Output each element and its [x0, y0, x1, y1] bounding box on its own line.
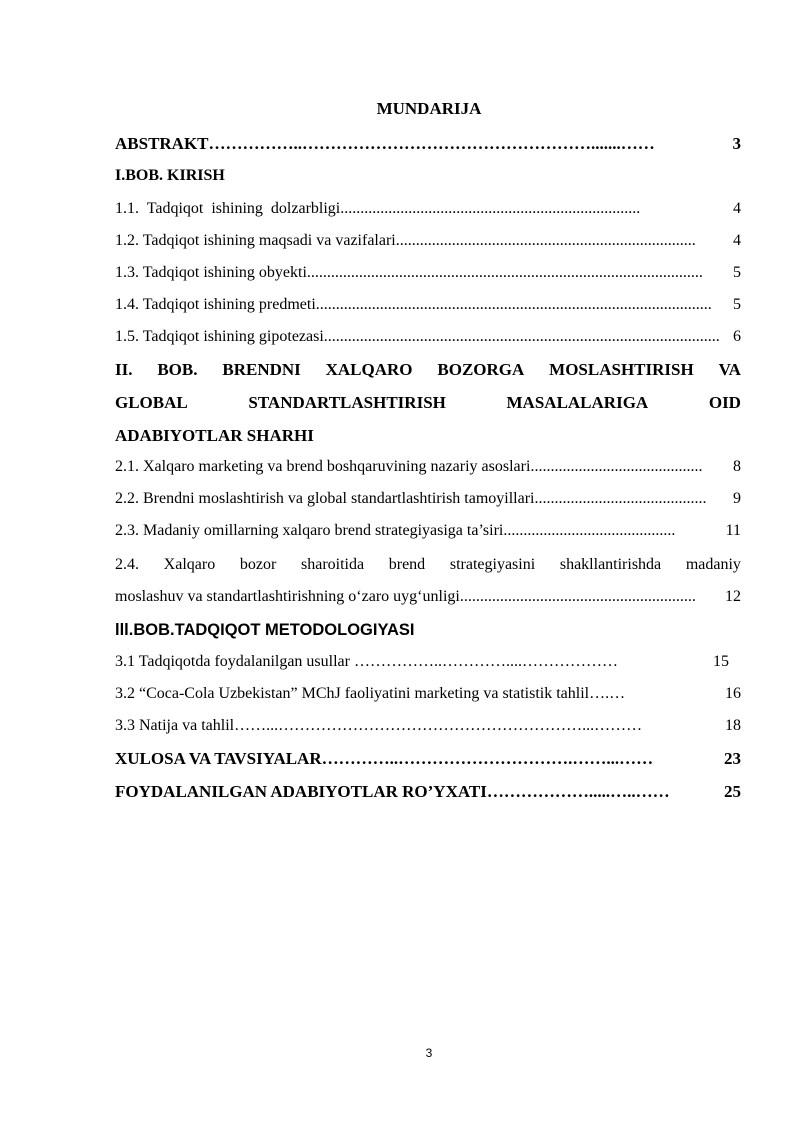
toc-leader: ……………..…………....………………	[353, 653, 618, 670]
toc-leader: ……………..…………………………………………….......……	[208, 134, 655, 153]
toc-entry-2-4-line-1[interactable]	[115, 553, 741, 577]
toc-chapter-2-line-1[interactable]	[115, 358, 741, 382]
chapter-word: BOZORGA	[437, 360, 525, 379]
chapter-word: MASALALARIGA	[506, 393, 649, 412]
toc-leader: ...........................................................	[459, 588, 696, 605]
toc-leader: ...................................................................................................	[306, 264, 703, 281]
chapter-word: STANDARTLASHTIRISH	[248, 393, 446, 412]
toc-page-number: 15	[713, 653, 729, 670]
page-title: MUNDARIJA	[376, 99, 482, 118]
toc-leader: ...........................................................................	[340, 200, 641, 217]
toc-page-number: 4	[733, 232, 741, 249]
toc-page-number: 6	[733, 328, 741, 345]
toc-entry-1-4[interactable]	[115, 293, 741, 317]
toc-chapter-3[interactable]: lll.BOB.TADQIQOT METODOLOGIYASI	[115, 621, 415, 639]
toc-entry-title: FOYDALANILGAN ADABIYOTLAR RO’YXATI	[115, 782, 487, 801]
entry-word: 2.4.	[115, 556, 139, 573]
toc-entry-title: 3.3 Natija va tahlil	[115, 717, 235, 734]
chapter-word: GLOBAL	[115, 393, 188, 412]
chapter-word: OID	[708, 393, 741, 412]
toc-chapter-2-line-3[interactable]: ADABIYOTLAR SHARHI	[115, 426, 314, 445]
chapter-word: VA	[718, 360, 741, 379]
toc-entry-1-2[interactable]	[115, 229, 741, 253]
toc-entry-2-3[interactable]	[115, 519, 741, 543]
chapter-word: BOB.	[157, 360, 198, 379]
entry-word: madaniy	[685, 556, 741, 573]
toc-leader: ...........................................	[503, 522, 676, 539]
toc-entry-2-2[interactable]	[115, 487, 741, 511]
toc-page-number: 8	[733, 458, 741, 475]
toc-leader: ...........................................................................	[395, 232, 696, 249]
toc-leader: ...........................................	[534, 490, 707, 507]
toc-entry-title: 1.5. Tadqiqot ishining gipotezasi	[115, 328, 324, 345]
toc-leader: ……...…………………………………………………...………	[234, 717, 643, 734]
toc-page-number: 12	[725, 588, 741, 605]
toc-leader: …………..………………………….……...……	[321, 749, 654, 768]
toc-entry-title: XULOSA VA TAVSIYALAR	[115, 749, 322, 768]
entry-word: sharoitida	[300, 556, 365, 573]
toc-leader: ...........................................	[530, 458, 703, 475]
toc-page-number: 18	[725, 717, 741, 734]
toc-page-number: 5	[733, 264, 741, 281]
toc-entry-title: 3.2 “Coca-Cola Uzbekistan” MChJ faoliyatini marketing va statistik tahlil	[115, 685, 590, 702]
toc-page-number: 25	[724, 782, 741, 801]
entry-word: strategiyasini	[449, 556, 536, 573]
toc-entry-foydalanilgan[interactable]	[115, 780, 741, 804]
toc-entry-1-5[interactable]	[115, 325, 741, 349]
toc-chapter-1[interactable]: I.BOB. KIRISH	[115, 167, 225, 184]
toc-page-number: 3	[732, 134, 741, 153]
toc-leader: ….…	[589, 685, 626, 702]
toc-entry-abstrakt[interactable]	[115, 132, 741, 156]
toc-entry-3-3[interactable]	[115, 714, 741, 738]
toc-entry-title: 1.2. Tadqiqot ishining maqsadi va vazifalari	[115, 232, 396, 249]
toc-entry-title: 2.3. Madaniy omillarning xalqaro brend strategiyasiga ta’siri	[115, 522, 504, 539]
toc-entry-title: 1.4. Tadqiqot ishining predmeti	[115, 296, 316, 313]
toc-leader: ……………….....…..……	[486, 782, 670, 801]
toc-entry-title: moslashuv va standartlashtirishning o‘zaro uyg‘unligi	[115, 588, 460, 605]
toc-entry-title: 1.3. Tadqiqot ishining obyekti	[115, 264, 307, 281]
toc-page-number: 23	[724, 749, 741, 768]
chapter-word: BRENDNI	[222, 360, 301, 379]
page-number: 3	[425, 1046, 433, 1060]
toc-entry-3-2[interactable]	[115, 682, 741, 706]
toc-entry-title: 2.1. Xalqaro marketing va brend boshqaruvining nazariy asoslari	[115, 458, 531, 475]
toc-leader: ...................................................................................................	[315, 296, 712, 313]
toc-entry-title: ABSTRAKT	[115, 134, 209, 153]
toc-entry-title: 1.1. Tadqiqot ishining dolzarbligi	[115, 200, 341, 217]
entry-word: bozor	[239, 556, 277, 573]
toc-entry-xulosa[interactable]	[115, 747, 741, 771]
chapter-word: II.	[115, 360, 133, 379]
entry-word: shakllantirishda	[559, 556, 662, 573]
chapter-word: MOSLASHTIRISH	[549, 360, 694, 379]
toc-entry-title: 2.2. Brendni moslashtirish va global standartlashtirish tamoyillari	[115, 490, 535, 507]
toc-entry-1-3[interactable]	[115, 261, 741, 285]
chapter-word: XALQARO	[325, 360, 413, 379]
entry-word: Xalqaro	[163, 556, 216, 573]
entry-word: brend	[388, 556, 426, 573]
toc-entry-title: 3.1 Tadqiqotda foydalanilgan usullar	[115, 653, 354, 670]
toc-entry-3-1[interactable]	[115, 650, 741, 674]
toc-chapter-2-line-2[interactable]	[115, 391, 741, 415]
toc-page-number: 9	[733, 490, 741, 507]
toc-entry-1-1[interactable]	[115, 197, 741, 221]
toc-page-number: 16	[725, 685, 741, 702]
toc-page-number: 11	[725, 522, 741, 539]
toc-leader: ...................................................................................................	[323, 328, 720, 345]
toc-entry-2-4-line-2[interactable]	[115, 585, 741, 609]
toc-page-number: 5	[733, 296, 741, 313]
toc-page-number: 4	[733, 200, 741, 217]
toc-entry-2-1[interactable]	[115, 455, 741, 479]
